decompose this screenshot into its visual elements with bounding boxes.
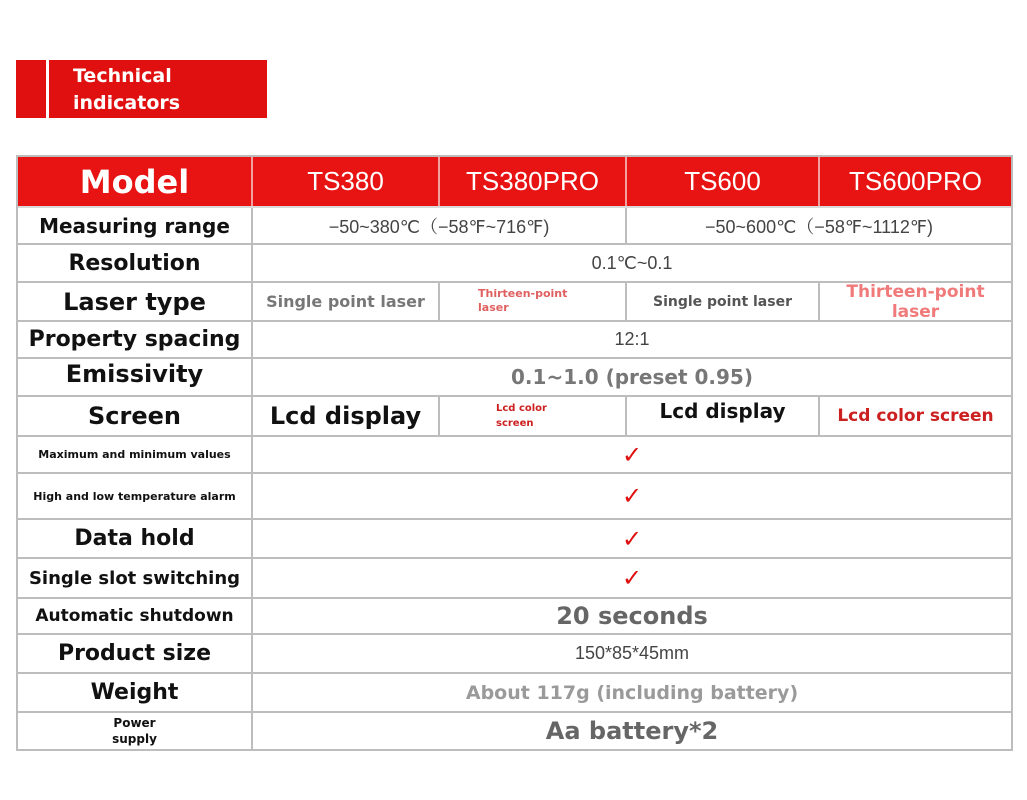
check-icon: ✓: [621, 482, 643, 510]
model-ts380pro: TS380PRO: [440, 157, 627, 206]
table-row: [18, 474, 1011, 520]
row-label: Maximum and minimum values: [18, 437, 253, 472]
table-row: [18, 283, 1011, 322]
resolution-value: 0.1℃~0.1: [591, 252, 673, 273]
model-ts600pro: TS600PRO: [849, 166, 982, 196]
laser-ts380: Single point laser: [253, 283, 440, 320]
table-row: [18, 674, 1011, 713]
table-row: [18, 208, 1011, 245]
table-row: [18, 635, 1011, 674]
row-label: Data hold: [18, 520, 253, 557]
check-icon: ✓: [621, 564, 643, 592]
shutdown-value: 20 seconds: [556, 602, 708, 630]
table-row: [18, 520, 1011, 559]
row-label: Laser type: [18, 283, 253, 320]
section-header-line1: Technical: [73, 65, 172, 87]
header-badge-accent: [16, 60, 46, 118]
row-label: Product size: [18, 635, 253, 672]
table-row: [18, 713, 1011, 749]
weight-value: About 117g (including battery): [465, 681, 799, 704]
table-row: [18, 245, 1011, 283]
spec-table: [16, 155, 1013, 751]
emissivity-value: 0.1~1.0 (preset 0.95): [511, 365, 753, 389]
screen-ts600: Lcd display: [627, 397, 820, 435]
table-row: [18, 359, 1011, 397]
table-row: [18, 437, 1011, 474]
screen-ts380: Lcd display: [253, 397, 440, 435]
table-row: [18, 397, 1011, 437]
table-header-row: [18, 157, 1011, 208]
row-label: Weight: [18, 674, 253, 711]
section-header-line2: indicators: [73, 92, 181, 114]
table-row: [18, 559, 1011, 599]
screen-ts380pro: Lcd color screen: [440, 397, 627, 435]
row-label: Single slot switching: [18, 559, 253, 597]
laser-ts380pro: Thirteen-point laser: [440, 283, 627, 320]
model-ts600: TS600: [627, 157, 820, 206]
section-header: [49, 60, 267, 118]
range-ts380: −50~380℃（−58℉~716℉): [253, 208, 627, 243]
range-ts600: −50~600℃（−58℉~1112℉): [705, 216, 933, 237]
laser-ts600pro: Thirteen-point laser: [846, 281, 985, 322]
row-label: Screen: [18, 397, 253, 435]
table-row: [18, 322, 1011, 359]
laser-ts600: Single point laser: [627, 283, 820, 320]
size-value: 150*85*45mm: [574, 643, 690, 663]
model-ts380: TS380: [253, 157, 440, 206]
check-icon: ✓: [621, 440, 643, 469]
table-row: [18, 599, 1011, 635]
row-label: High and low temperature alarm: [18, 474, 253, 518]
row-label: Property spacing: [18, 322, 253, 357]
power-value: Aa battery*2: [545, 717, 719, 745]
screen-ts600pro: Lcd color screen: [837, 406, 994, 426]
row-label: Power supply: [18, 713, 253, 749]
row-label: Automatic shutdown: [18, 599, 253, 633]
row-label: Emissivity: [18, 359, 253, 395]
row-label: Measuring range: [18, 208, 253, 243]
model-header: Model: [18, 157, 253, 206]
check-icon: ✓: [621, 524, 643, 553]
spacing-value: 12:1: [614, 329, 650, 349]
row-label: Resolution: [18, 245, 253, 281]
